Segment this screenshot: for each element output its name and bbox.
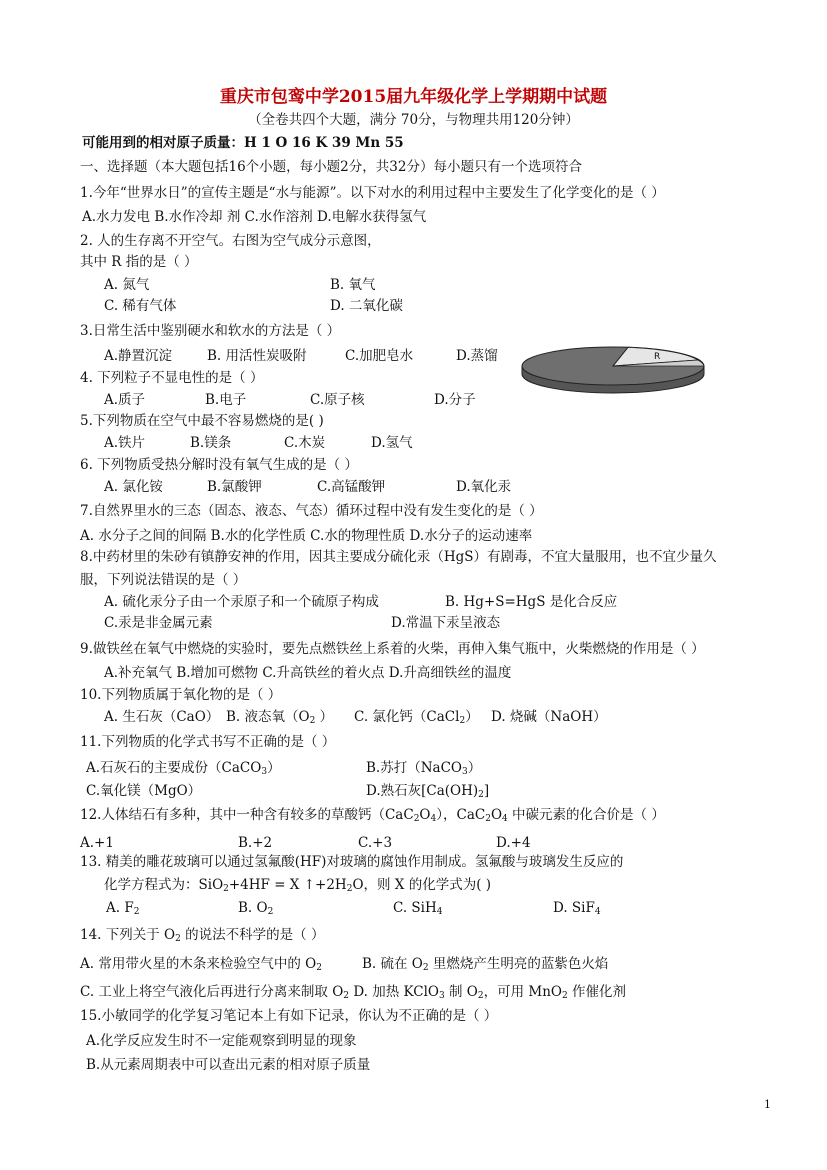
- question-13-option-b: B. $O_2$: [238, 900, 274, 917]
- question-2-option-c: C. 稀有气体: [104, 298, 177, 314]
- air-composition-pie-figure: [518, 344, 708, 394]
- question-4: 4. 下列粒子不显电性的是（ ）: [80, 370, 264, 386]
- question-10-option-b: B. 液态氧（$O_2$ ）: [226, 709, 334, 726]
- question-15-option-a: A.化学反应发生时不一定能观察到明显的现象: [86, 1033, 357, 1049]
- page-number: 1: [764, 1098, 771, 1111]
- question-2-option-b: B. 氧气: [330, 277, 376, 293]
- question-11-option-d: D.熟石灰$[Ca(OH)_2]$: [366, 783, 490, 800]
- question-6: 6. 下列物质受热分解时没有氧气生成的是（ ）: [80, 457, 358, 473]
- question-4-option-d: D.分子: [434, 392, 476, 408]
- question-6-option-c: C.高锰酸钾: [317, 479, 386, 495]
- atomic-mass-line: 可能用到的相对原子质量：H 1 O 16 K 39 Mn 55: [82, 135, 404, 151]
- question-14-option-b: B. 硫在 $O_2$ 里燃烧产生明亮的蓝紫色火焰: [362, 956, 609, 973]
- question-15-option-b: B.从元素周期表中可以查出元素的相对原子质量: [86, 1057, 371, 1073]
- question-11-option-b: B.苏打（NaCO$_3$）: [366, 760, 482, 777]
- question-4-option-a: A.质子: [104, 392, 146, 408]
- question-4-option-b: B.电子: [205, 392, 247, 408]
- question-8-option-c: C.汞是非金属元素: [104, 615, 213, 631]
- question-9-options: A.补充氧气 B.增加可燃物 C.升高铁丝的着火点 D.升高细铁丝的温度: [104, 665, 512, 681]
- question-12-option-a: A.+1: [80, 835, 114, 851]
- question-11-option-c: C.氧化镁（MgO）: [86, 783, 202, 799]
- page-title: 重庆市包鸾中学2015届九年级化学上学期期中试题: [219, 87, 608, 107]
- question-3-option-d: D.蒸馏: [456, 348, 498, 364]
- pie-label-r: R: [654, 352, 661, 362]
- question-13-option-a: A. $F_2$: [106, 900, 140, 917]
- question-7: 7.自然界里水的三态（固态、液态、气态）循环过程中没有发生变化的是（ ）: [80, 503, 543, 519]
- question-10-option-a: A. 生石灰（CaO）: [104, 709, 220, 725]
- question-8-option-a: A. 硫化汞分子由一个汞原子和一个硫原子构成: [104, 594, 379, 610]
- question-5-option-a: A.铁片: [104, 435, 146, 451]
- question-1: 1.今年“世界水日”的宣传主题是“水与能源”。以下对水的利用过程中主要发生了化学变化的是（ ）: [80, 185, 665, 201]
- question-6-option-b: B.氯酸钾: [207, 479, 262, 495]
- question-1-options: A.水力发电 B.水作冷却 剂 C.水作溶剂 D.电解水获得氢气: [82, 209, 427, 225]
- question-3-option-a: A.静置沉淀: [104, 348, 173, 364]
- question-5: 5.下列物质在空气中最不容易燃烧的是( ): [80, 413, 324, 429]
- question-10-option-c: C. 氯化钙（CaCl$_2$）: [354, 709, 479, 726]
- question-2-option-a: A. 氮气: [104, 277, 150, 293]
- question-11-option-a: A.石灰石的主要成份（CaCO$_3$）: [86, 760, 281, 777]
- section-heading: 一、选择题（本大题包括16个小题，每小题2分，共32分）每小题只有一个选项符合: [80, 159, 582, 175]
- question-12-option-b: B.+2: [238, 835, 273, 851]
- question-2-option-d: D. 二氧化碳: [330, 298, 403, 314]
- question-3: 3.日常生活中鉴别硬水和软水的方法是（ ）: [80, 323, 341, 339]
- question-12-option-d: D.+4: [496, 835, 531, 851]
- question-13: 13. 精美的雕花玻璃可以通过氢氟酸(HF)对玻璃的腐蚀作用制成。氢氟酸与玻璃发生反应的: [80, 854, 624, 870]
- question-14: 14. 下列关于 $O_2$ 的说法不科学的是（ ）: [80, 927, 325, 944]
- question-10-option-d: D. 烧碱（NaOH）: [491, 709, 607, 725]
- question-13-option-d: D. SiF$_4$: [553, 900, 601, 917]
- question-11: 11.下列物质的化学式书写不正确的是（ ）: [80, 734, 336, 750]
- question-12-option-c: C.+3: [358, 835, 393, 851]
- question-8: 8.中药材里的朱砂有镇静安神的作用，因其主要成分硫化汞（HgS）有剧毒，不宜大量服用，也不宜少量久: [80, 549, 717, 565]
- question-2: 2. 人的生存离不开空气。右图为空气成分示意图，: [80, 233, 381, 249]
- exam-info: （全卷共四个大题，满分 70分，与物理共用120分钟）: [248, 112, 579, 128]
- question-8-option-b: B. Hg+S=HgS 是化合反应: [445, 594, 618, 610]
- question-5-option-b: B.镁条: [190, 435, 232, 451]
- question-3-option-c: C.加肥皂水: [345, 348, 414, 364]
- question-8-cont: 服，下列说法错误的是（ ）: [80, 572, 247, 588]
- question-12: 12.人体结石有多种，其中一种含有较多的草酸钙$(CaC_2O_4)$，$CaC_2O_4$ 中碳元素的化合价是（ ）: [80, 807, 665, 824]
- question-5-option-d: D.氢气: [371, 435, 413, 451]
- question-9: 9.做铁丝在氧气中燃烧的实验时，要先点燃铁丝上系着的火柴，再伸入集气瓶中，火柴燃烧的作用是（ ）: [80, 641, 705, 657]
- question-13-equation: 化学方程式为：SiO$_2$+4HF = X $↑+2H_2O$，则 X 的化学式为( ): [104, 877, 492, 894]
- question-13-option-c: C. SiH$_4$: [393, 900, 443, 917]
- question-2-cont: 其中 R 指的是（ ）: [80, 254, 198, 270]
- question-4-option-c: C.原子核: [310, 392, 365, 408]
- question-6-option-a: A. 氯化铵: [104, 479, 163, 495]
- question-14-option-a: A. 常用带火星的木条来检验空气中的 $O_2$: [80, 956, 322, 973]
- question-6-option-d: D.氧化汞: [456, 479, 512, 495]
- question-10: 10.下列物质属于氧化物的是（ ）: [80, 687, 282, 703]
- question-8-option-d: D.常温下汞呈液态: [391, 615, 501, 631]
- question-7-options: A. 水分子之间的间隔 B.水的化学性质 C.水的物理性质 D.水分子的运动速率: [80, 528, 533, 544]
- question-3-option-b: B. 用活性炭吸附: [207, 348, 307, 364]
- question-5-option-c: C.木炭: [284, 435, 326, 451]
- question-15: 15.小敏同学的化学复习笔记本上有如下记录，你认为不正确的是（ ）: [80, 1008, 498, 1024]
- question-14-options-cd: C. 工业上将空气液化后再进行分离来制取 $O_2$ D. 加热 KClO$_3$ 制 $O_2$，可用 MnO$_2$ 作催化剂: [80, 984, 627, 1001]
